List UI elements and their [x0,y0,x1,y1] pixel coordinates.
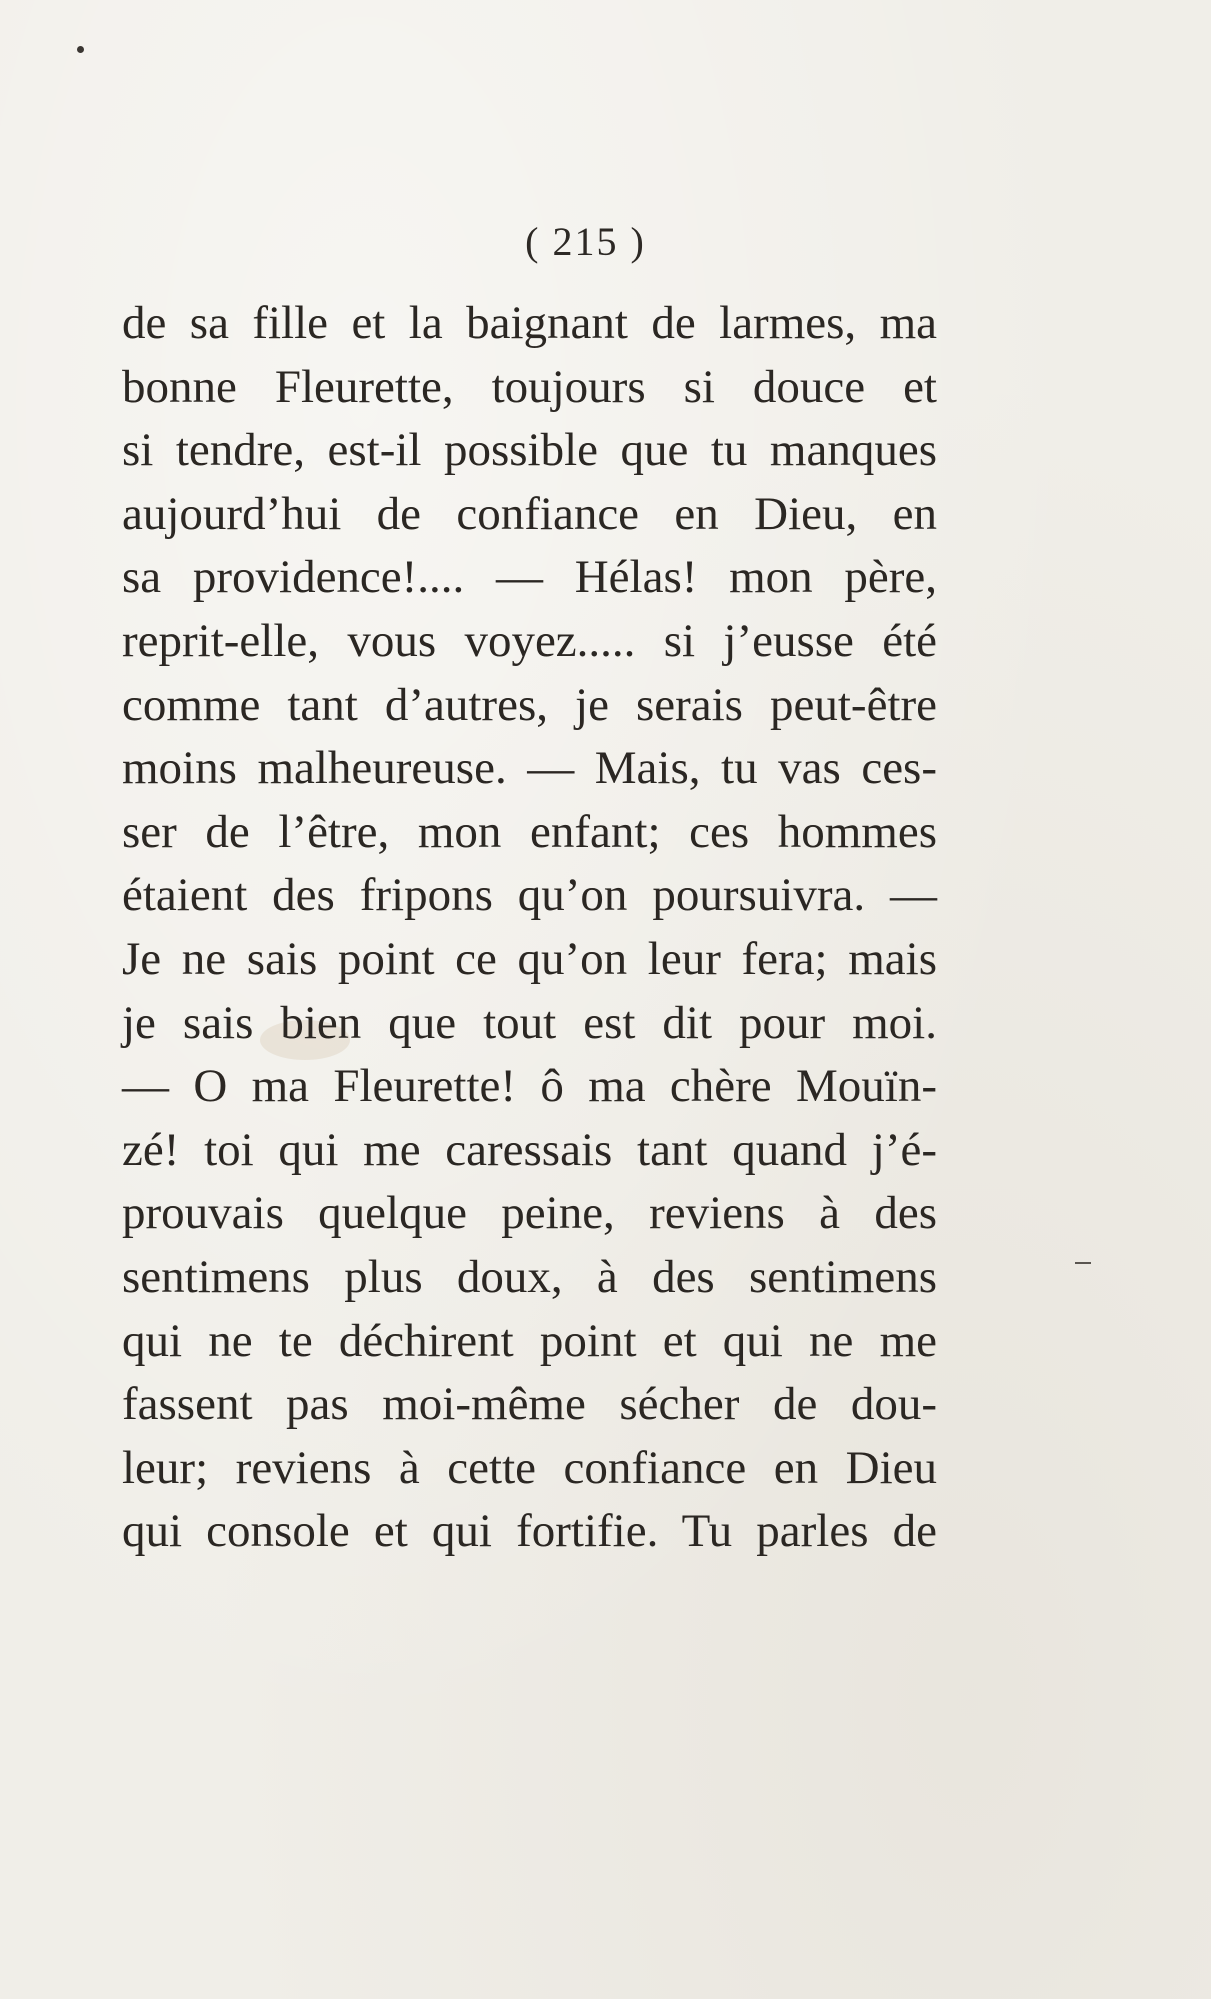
text-line: sentimens plus doux, à des sentimens [122,1250,937,1303]
text-line: Je ne sais point ce qu’on leur fera; mais [122,932,937,985]
text-line: fassent pas moi-même sécher de dou- [122,1378,937,1431]
text-line: si tendre, est-il possible que tu manques [122,424,937,477]
text-line: leur; reviens à cette confiance en Dieu [122,1441,937,1494]
text-line: je sais bien que tout est dit pour moi. [122,996,937,1049]
text-line: qui console et qui fortifie. Tu parles de [122,1505,937,1558]
text-line: étaient des fripons qu’on poursuivra. — [122,869,937,922]
text-line: zé! toi qui me caressais tant quand j’é- [122,1123,937,1176]
text-line: comme tant d’autres, je serais peut-être [122,678,937,731]
text-line: — O ma Fleurette! ô ma chère Mouïn- [122,1060,937,1113]
text-line: qui ne te déchirent point et qui ne me [122,1314,937,1367]
text-line: moins malheureuse. — Mais, tu vas ces- [122,742,937,795]
page-body-text [122,292,937,1564]
text-line: sa providence!.... — Hélas! mon père, [122,551,937,604]
text-line: bonne Fleurette, toujours si douce et [122,360,937,413]
margin-mark [1075,1262,1091,1264]
text-line: aujourd’hui de confiance en Dieu, en [122,487,937,540]
ink-speck [77,46,84,53]
page-number: ( 215 ) [525,219,646,264]
text-line: prouvais quelque peine, reviens à des [122,1187,937,1240]
text-line: reprit-elle, vous voyez..... si j’eusse été [122,614,937,667]
text-line: ser de l’être, mon enfant; ces hommes [122,805,937,858]
text-line: de sa fille et la baignant de larmes, ma [122,297,937,349]
